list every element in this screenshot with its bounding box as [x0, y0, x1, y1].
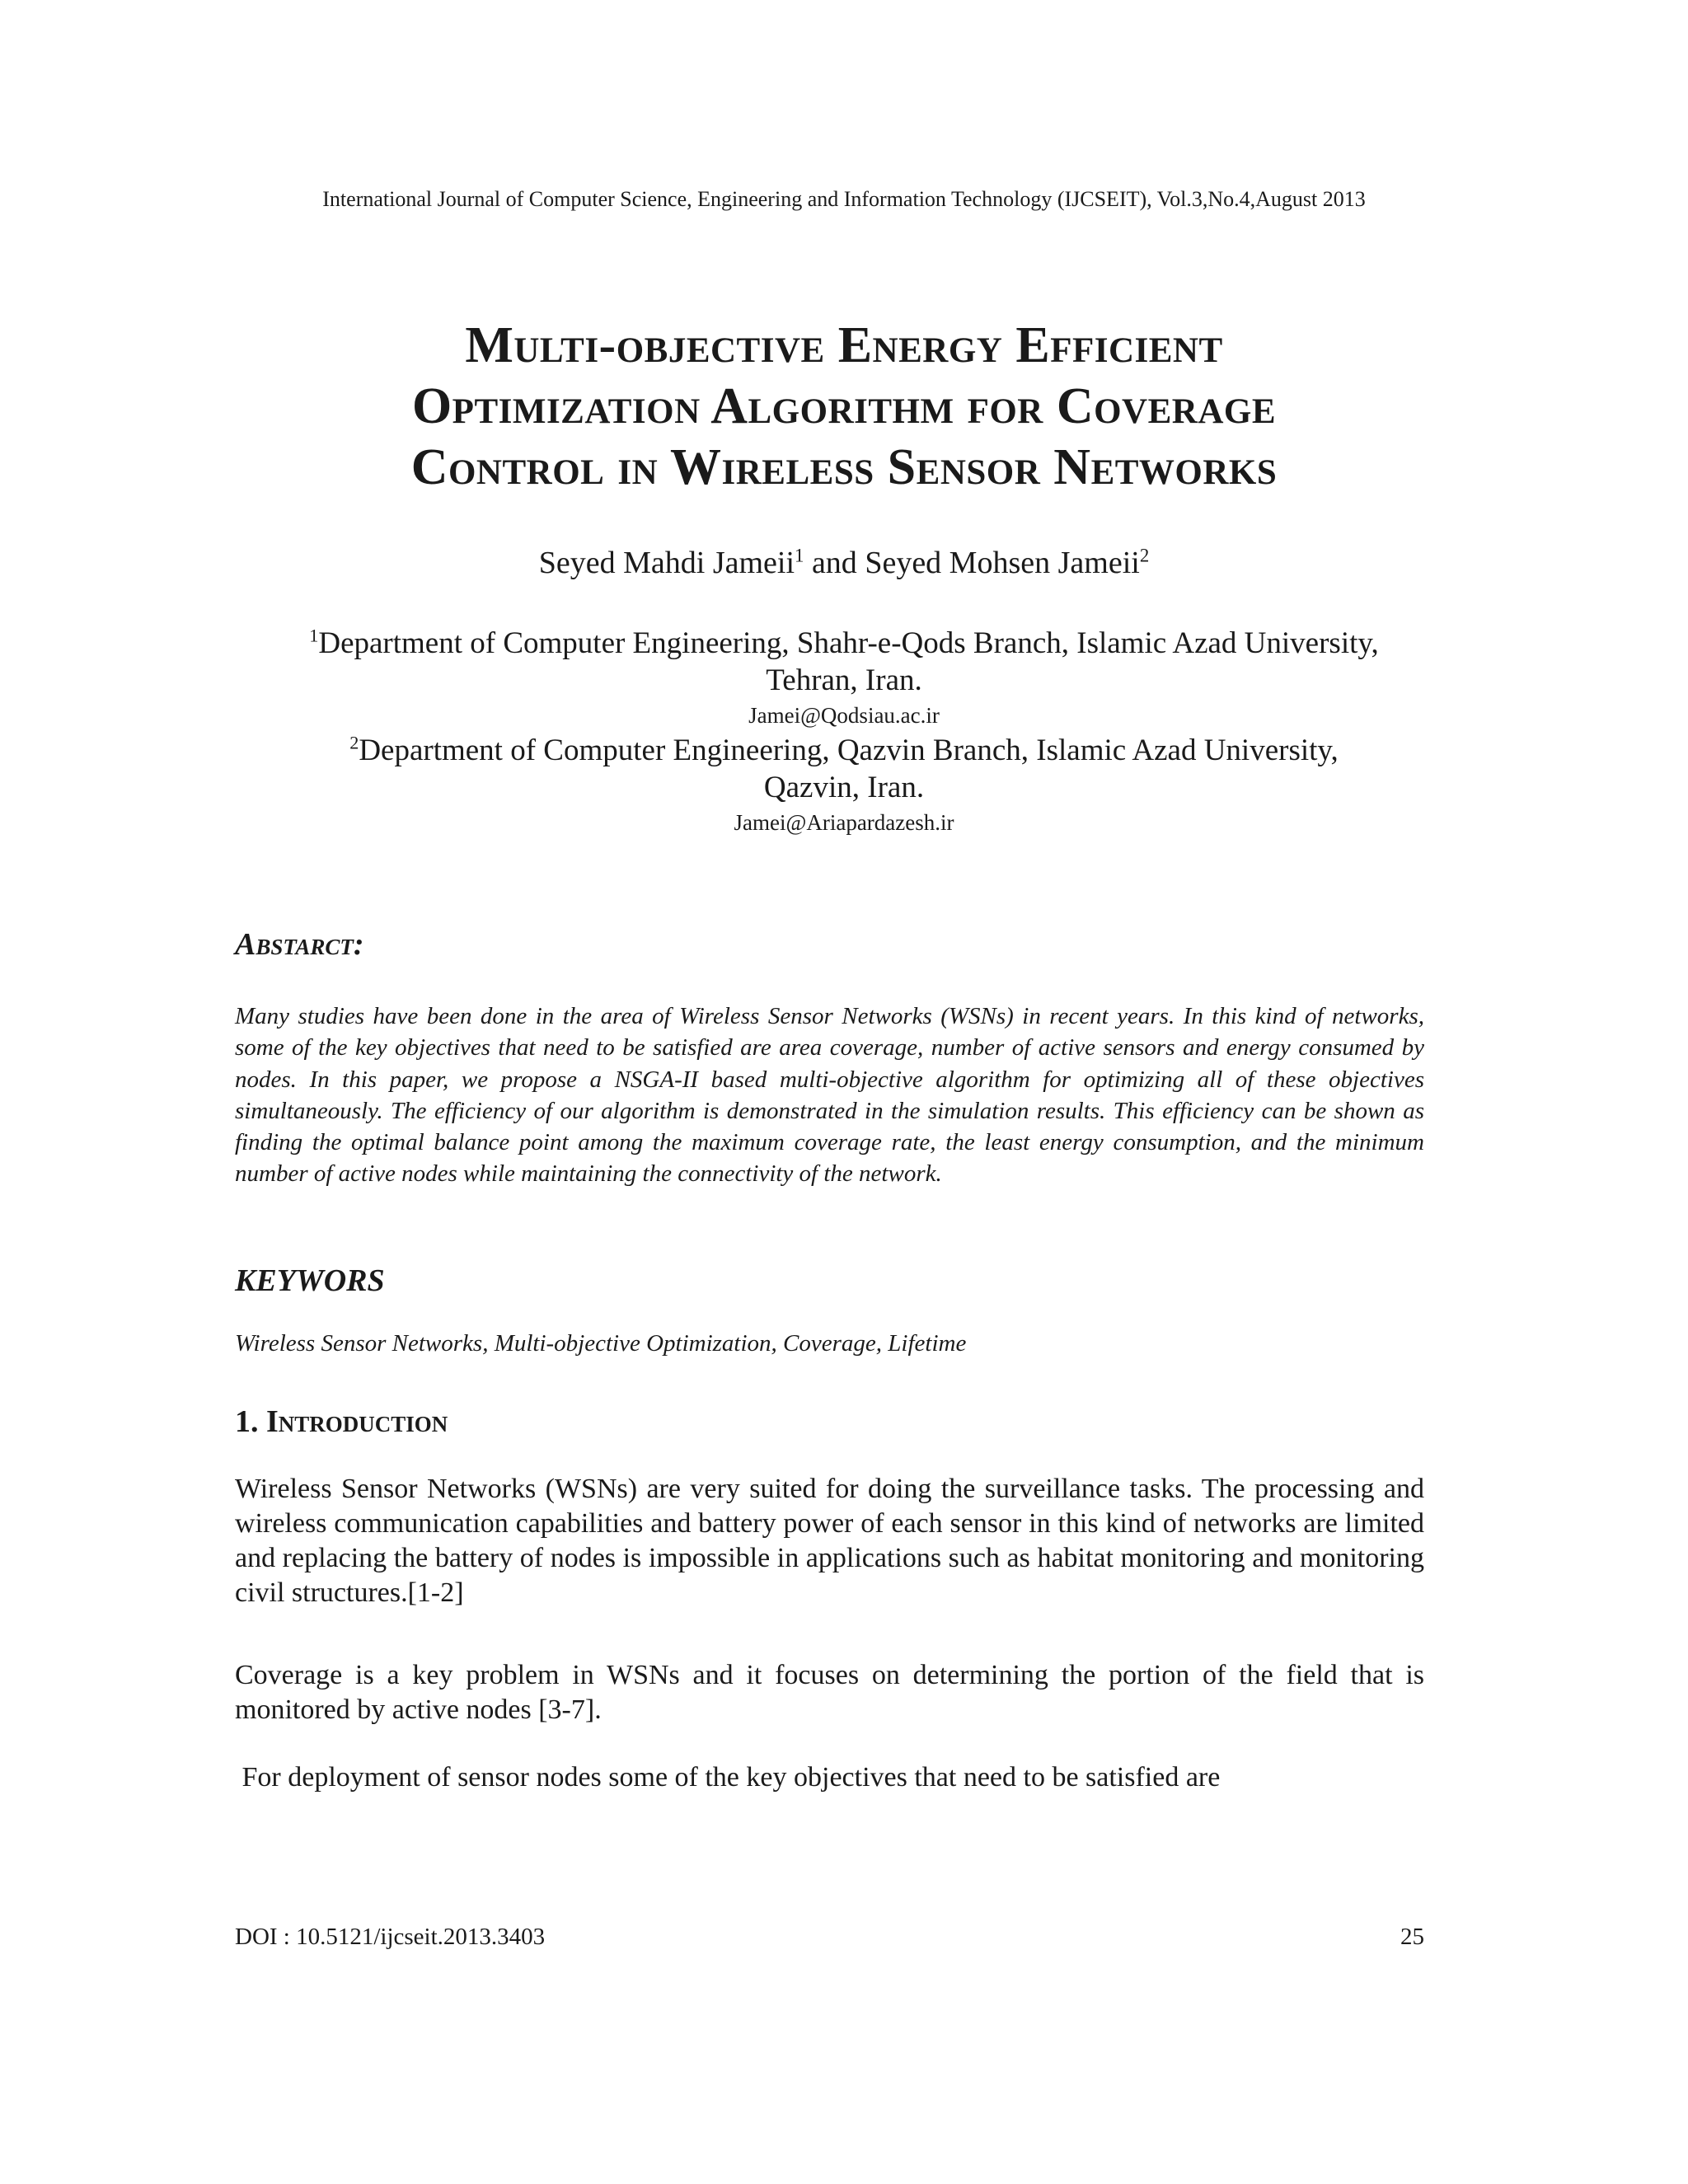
affiliation-2-line-1: [0, 732, 1688, 769]
affiliation-2-department: Department of Computer Engineering, Qazvin Branch, Islamic Azad University,: [359, 733, 1339, 767]
affiliation-1-city: Tehran, Iran.: [766, 663, 922, 697]
paper-title: [165, 315, 1523, 498]
title-line-1: Multi-objective Energy Efficient: [465, 317, 1223, 373]
running-header: International Journal of Computer Science, Engineering and Information Technology (IJCSEIT), Vol.3,No.4,August 2013: [322, 187, 1366, 211]
introduction-paragraph-2: Coverage is a key problem in WSNs and it focuses on determining the portion of the field that is monitored by active nodes [3-7].: [235, 1660, 1424, 1725]
page-number: 25: [1400, 1924, 1424, 1950]
author-1-name: Seyed Mahdi Jameii: [538, 546, 795, 580]
affiliation-1-line-1: [0, 625, 1688, 662]
author-2-name: Seyed Mohsen Jameii: [865, 546, 1140, 580]
author-2-affiliation-mark: 2: [1139, 545, 1150, 566]
keywords-text: Wireless Sensor Networks, Multi-objective Optimization, Coverage, Lifetime: [235, 1330, 967, 1357]
affiliation-1-email: Jamei@Qodsiau.ac.ir: [748, 703, 940, 728]
title-line-2: Optimization Algorithm for Coverage: [411, 378, 1277, 434]
affiliation-1-department: Department of Computer Engineering, Shahr-e-Qods Branch, Islamic Azad University,: [318, 626, 1379, 660]
keywords-heading: KEYWORS: [235, 1263, 385, 1298]
section-number: 1.: [235, 1404, 266, 1439]
author-conjunction: and: [804, 546, 865, 580]
introduction-heading: [235, 1404, 448, 1440]
abstract-heading: Abstarct:: [235, 927, 364, 962]
affiliation-2-city: Qazvin, Iran.: [763, 771, 925, 804]
author-1-affiliation-mark: 1: [795, 545, 804, 566]
title-line-3: Control in Wireless Sensor Networks: [410, 439, 1278, 495]
author-list: [0, 544, 1688, 582]
footer-doi: DOI : 10.5121/ijcseit.2013.3403: [235, 1924, 546, 1950]
section-title: Introduction: [266, 1404, 448, 1439]
affiliation-2-mark: 2: [349, 732, 359, 753]
abstract-text: Many studies have been done in the area of Wireless Sensor Networks (WSNs) in recent years. In this kind of networks, some of the key objectives that need to be satisfied are area coverage, number of active sensors and energy consumed by nodes. In this paper, we propose a NSGA-II based multi-objective algorithm for optimizing all of these objectives simultaneously. The efficiency of our algorithm is demonstrated in the simulation results. This efficiency can be shown as finding the optimal balance point among the maximum coverage rate, the least energy consumption, and the minimum number of active nodes while maintaining the connectivity of the network.: [235, 1003, 1424, 1188]
affiliation-2-email: Jamei@Ariapardazesh.ir: [734, 810, 954, 835]
introduction-paragraph-3: For deployment of sensor nodes some of the key objectives that need to be satisfied are: [235, 1762, 1221, 1793]
affiliation-1-mark: 1: [309, 625, 319, 646]
introduction-paragraph-1: Wireless Sensor Networks (WSNs) are very suited for doing the surveillance tasks. The processing and wireless communication capabilities and battery power of each sensor in this kind of networks are limited and replacing the battery of nodes is impossible in applications such as habitat monitoring and monitoring civil structures.[1-2]: [235, 1474, 1424, 1608]
